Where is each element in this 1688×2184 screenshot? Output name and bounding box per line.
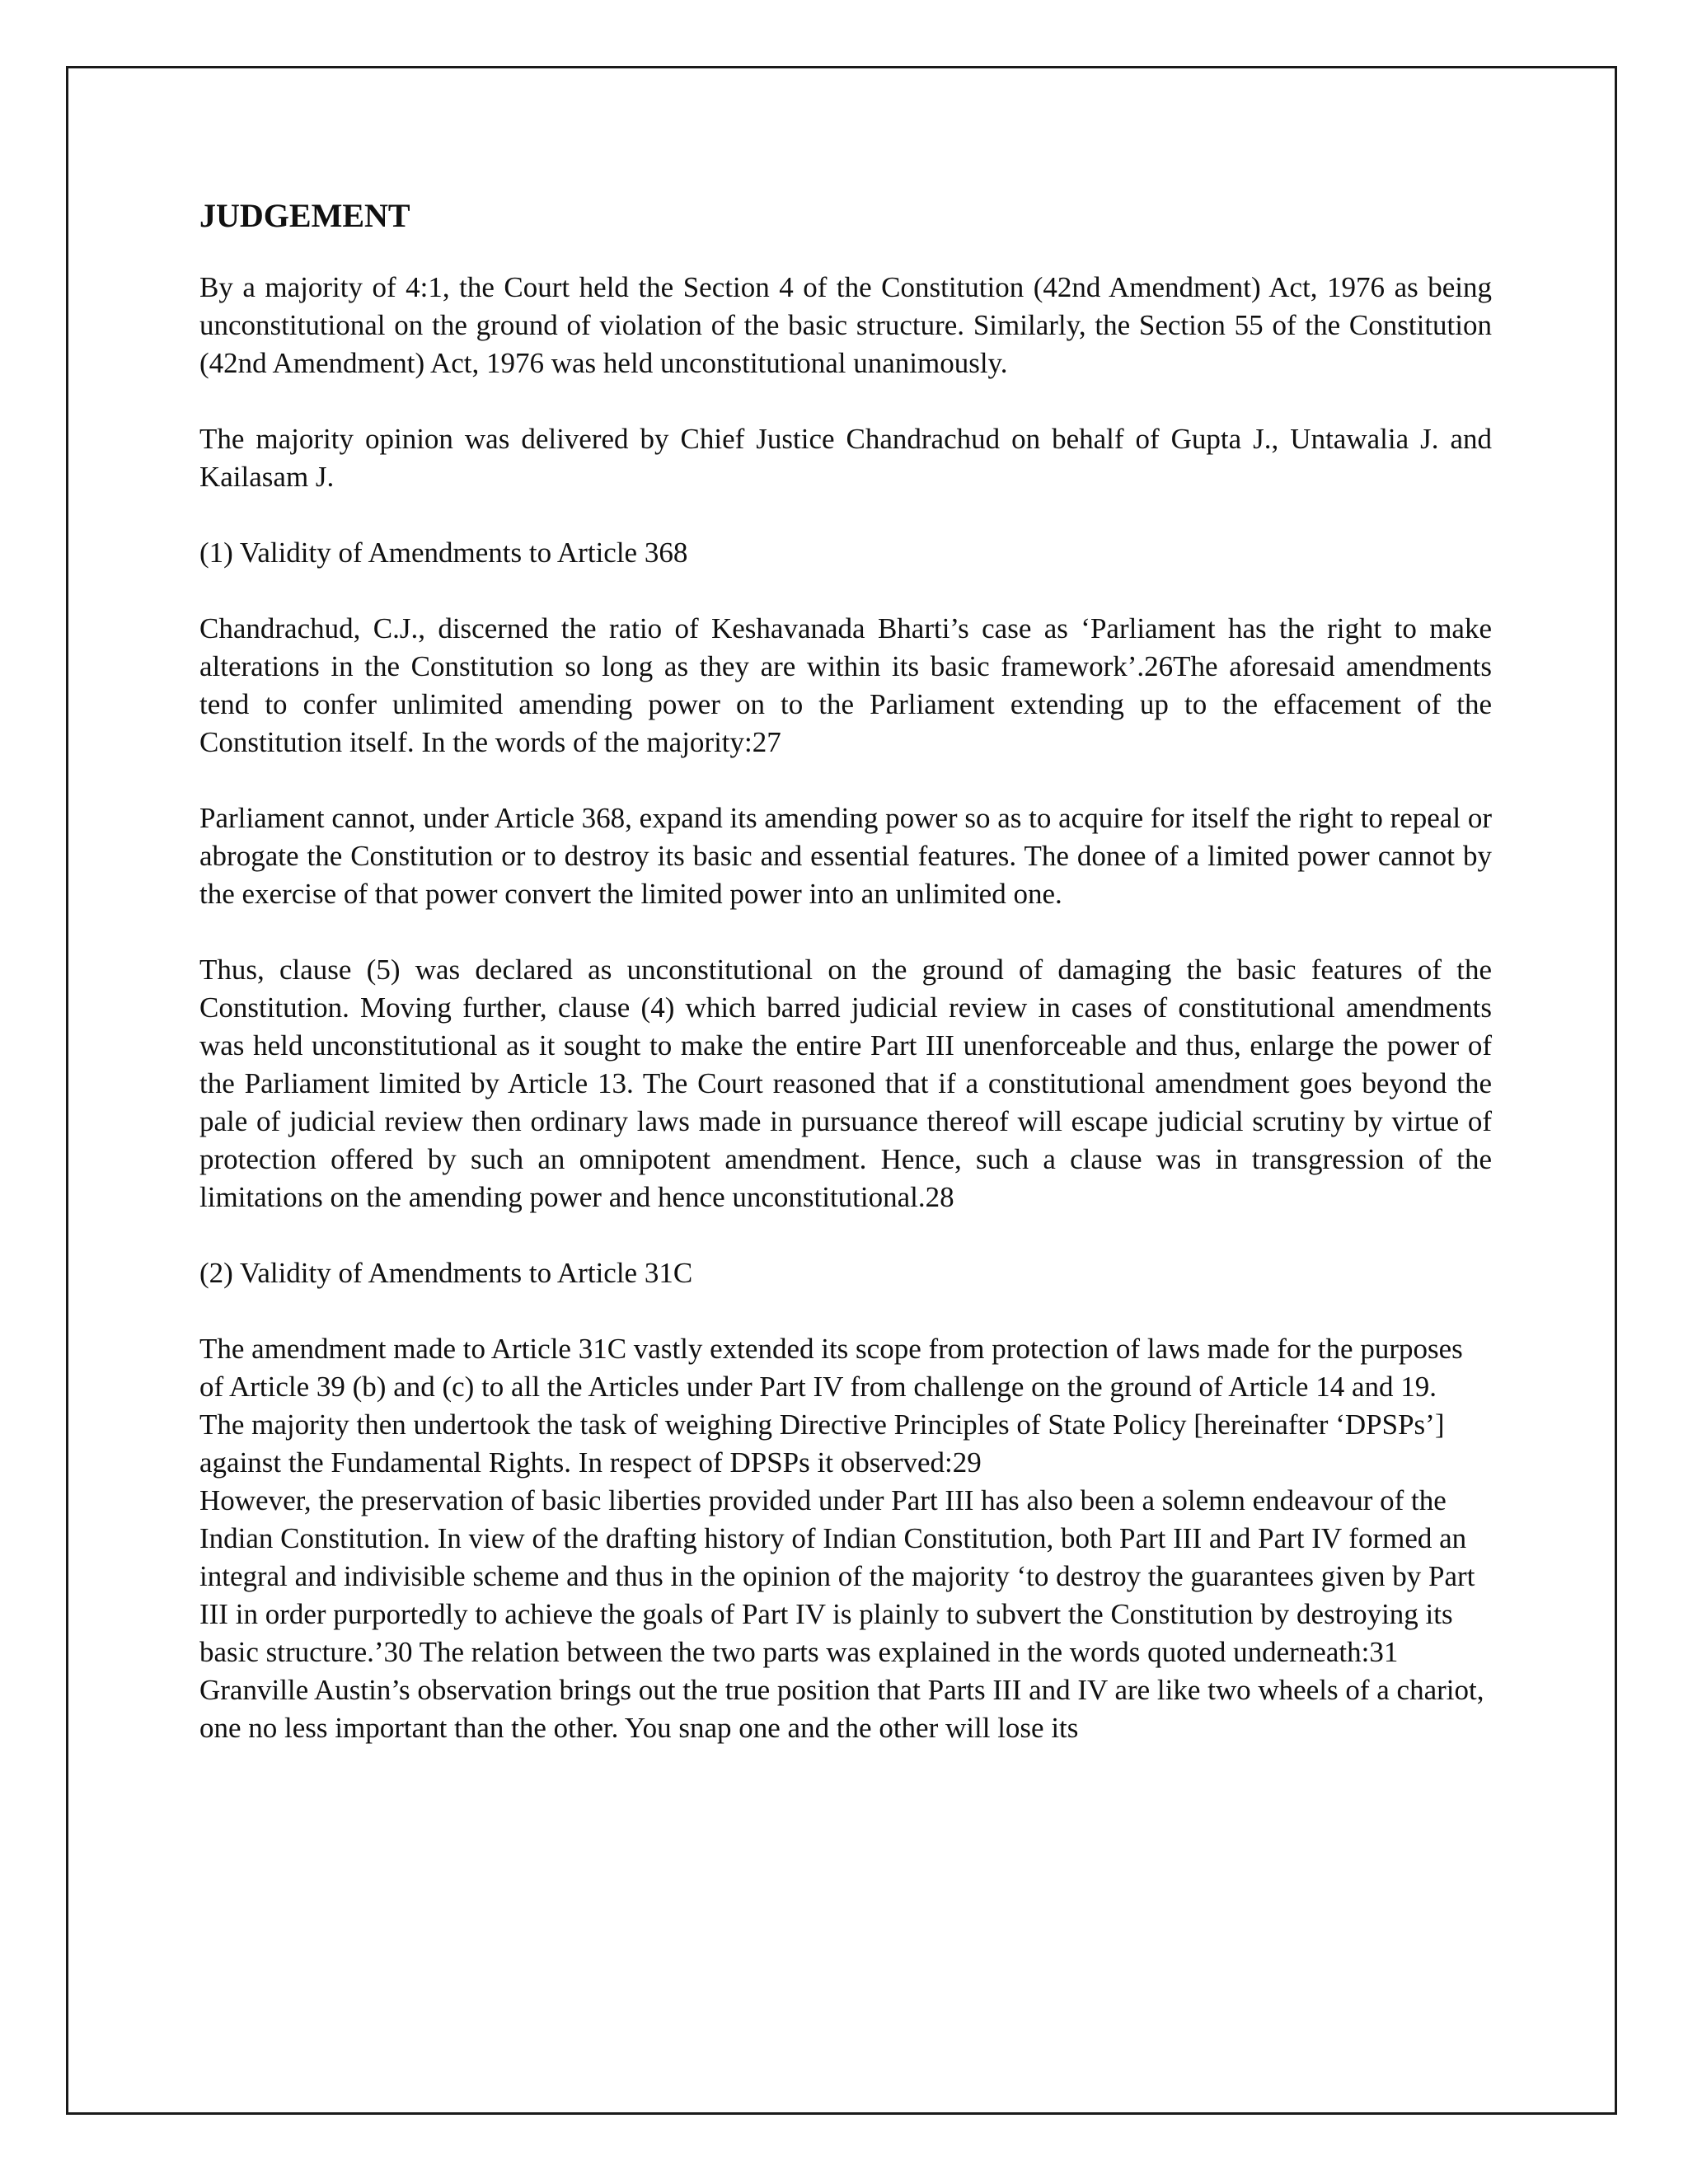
paragraph-majority-opinion: The majority opinion was delivered by Chief Justice Chandrachud on behalf of Gupta J., Untawalia J. and Kailasam J. [199, 423, 1492, 493]
section-heading-article-31c: (2) Validity of Amendments to Article 31C [199, 1257, 693, 1289]
paragraph-quote-amending-power: Parliament cannot, under Article 368, expand its amending power so as to acquire for itself the right to repeal or abrogate the Constitution or to destroy its basic and essential features. The donee of a limited power cannot by the exercise of that power convert the limited power into an unlimited one. [199, 802, 1492, 910]
paragraph-clause-analysis: Thus, clause (5) was declared as unconstitutional on the ground of damaging the basic features of the Constitution. Moving further, clause (4) which barred judicial review in cases of constitutional amendments was held unconstitutional as it sought to make the entire Part III unenforceable and thus, enlarge the power of the Parliament limited by Article 13. The Court reasoned that if a constitutional amendment goes beyond the pale of judicial review then ordinary laws made in pursuance thereof will escape judicial scrutiny by virtue of protection offered by such an omnipotent amendment. Hence, such a clause was in transgression of the limitations on the amending power and hence unconstitutional.28 [199, 954, 1492, 1213]
paragraph-dpsp-weighing: The majority then undertook the task of weighing Directive Principles of State Policy [hereinafter ‘DPSPs’] against the Fundamental Rights. In respect of DPSPs it observed:29 [199, 1408, 1445, 1479]
paragraph-basic-liberties: However, the preservation of basic liberties provided under Part III has also been a solemn endeavour of the Indian Constitution. In view of the drafting history of Indian Constitution, both Part III and Part IV formed an integral and indivisible scheme and thus in the opinion of the majority ‘to destroy the guarantees given by Part III in order purportedly to achieve the goals of Part IV is plainly to subvert the Constitution by destroying its basic structure.’30 The relation between the two parts was explained in the words quoted underneath:31 [199, 1484, 1475, 1668]
paragraph-granville-austin: Granville Austin’s observation brings out the true position that Parts III and IV are like two wheels of a chariot, one no less important than the other. You snap one and the other will lose its [199, 1674, 1484, 1744]
paragraph-majority-holding: By a majority of 4:1, the Court held the Section 4 of the Constitution (42nd Amendment) Act, 1976 as being unconstitutional on the ground of violation of the basic structure. Similarly, the Section 55 of the Constitution (42nd Amendment) Act, 1976 was held unconstitutional unanimously. [199, 271, 1492, 379]
paragraph-article-31c-scope: The amendment made to Article 31C vastly extended its scope from protection of laws made for the purposes of Article 39 (b) and (c) to all the Articles under Part IV from challenge on the ground of Article 14 and 19. [199, 1333, 1463, 1403]
document-body [199, 196, 1492, 1747]
paragraph-keshavananda-ratio: Chandrachud, C.J., discerned the ratio of Keshavanada Bharti’s case as ‘Parliament has the right to make alterations in the Constitution so long as they are within its basic framework’.26The aforesaid amendments tend to confer unlimited amending power on to the Parliament extending up to the effacement of the Constitution itself. In the words of the majority:27 [199, 612, 1492, 758]
section-heading-article-368: (1) Validity of Amendments to Article 368 [199, 537, 688, 569]
document-heading: JUDGEMENT [199, 197, 410, 234]
